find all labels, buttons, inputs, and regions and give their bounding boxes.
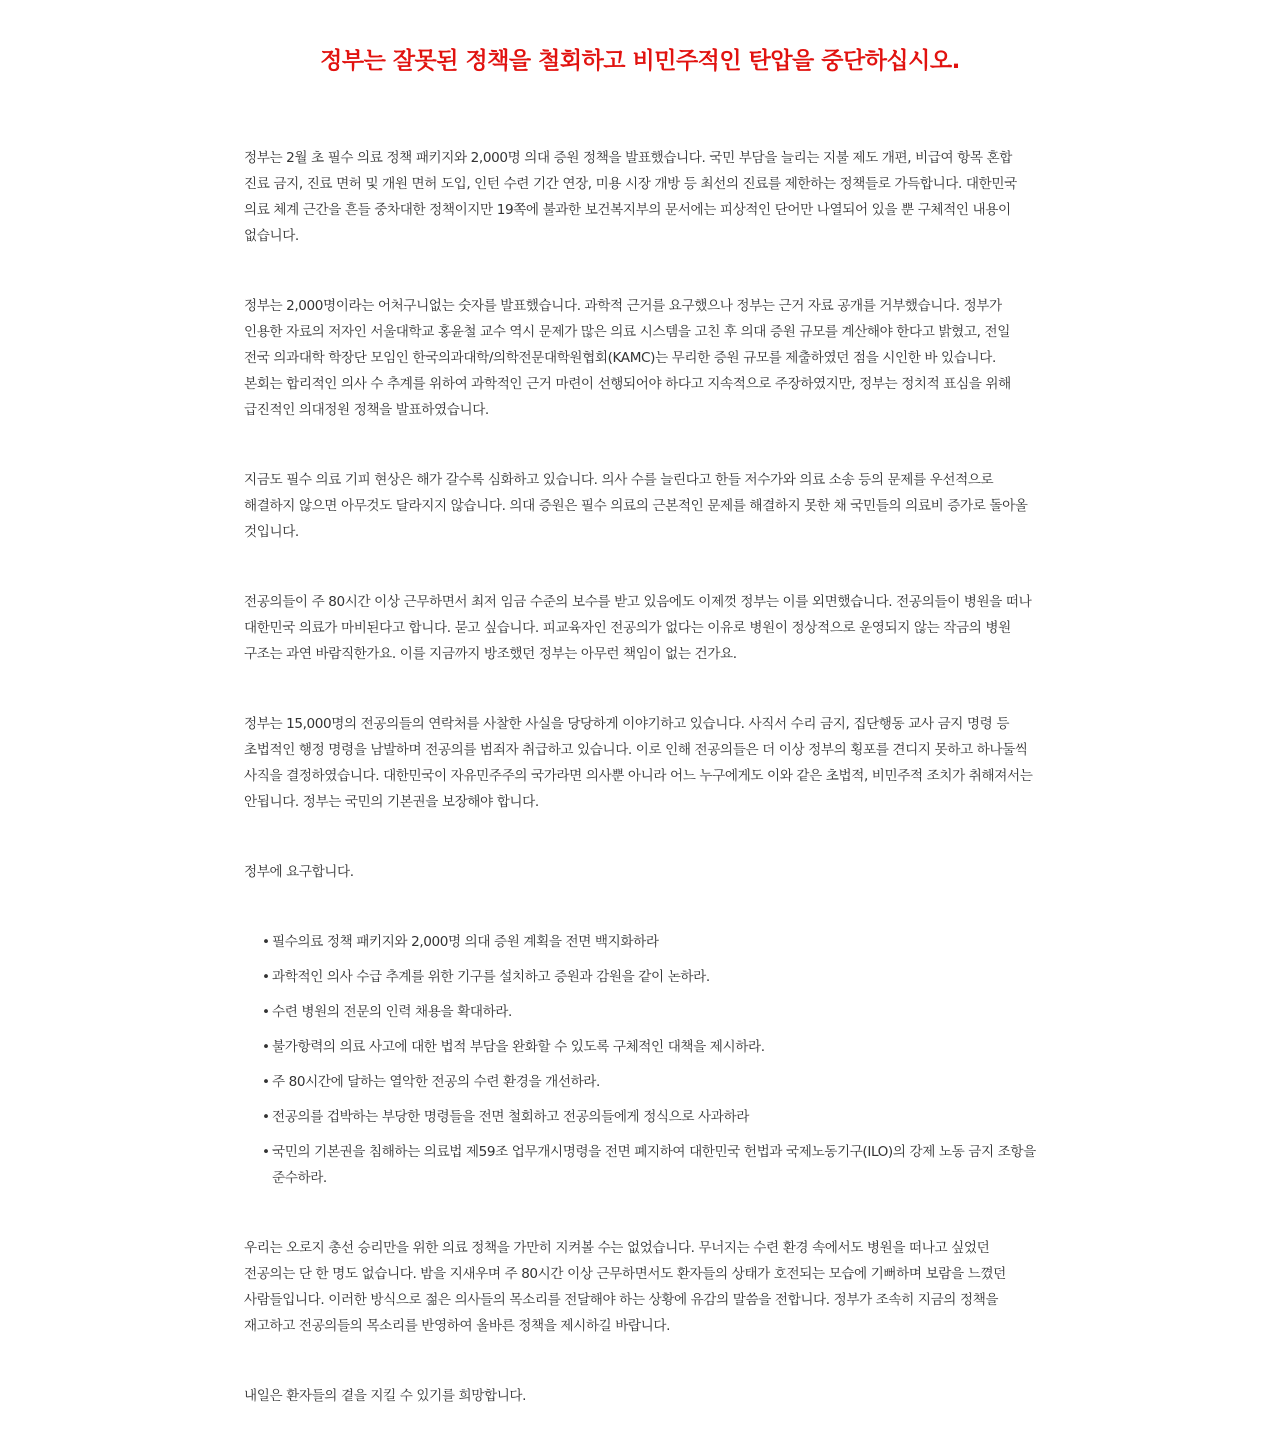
paragraph-administrative-orders: 정부는 15,000명의 전공의들의 연락처를 사찰한 사실을 당당하게 이야기하고 있습니다. 사직서 수리 금지, 집단행동 교사 금지 명령 등 초법적인 행정 명령을 남발하며 전공의를 범죄자 취급하고 있습니다. 이로 인해 전공의들은 더 이상 정부의 횡포를 견디지 못하고 하나둘씩 사직을 결정하였습니다. 대한민국이 자유민주주의 국가라면 의사뿐 아니라 어느 누구에게도 이와 같은 초법적, 비민주적 조치가 취해져서는 안됩니다. 정부는 국민의 기본권을 보장해야 합니다. [244, 716, 1033, 810]
demand-item: • 불가항력의 의료 사고에 대한 법적 부담을 완화할 수 있도록 구체적인 대책을 제시하라. [262, 1034, 1036, 1060]
demand-item: • 과학적인 의사 수급 추계를 위한 기구를 설치하고 증원과 감원을 같이 논하라. [262, 964, 1036, 990]
paragraph-policy-package: 정부는 2월 초 필수 의료 정책 패키지와 2,000명 의대 증원 정책을 발표했습니다. 국민 부담을 늘리는 지불 제도 개편, 비급여 항목 혼합 진료 금지, 진료 면허 및 개원 면허 도입, 인턴 수련 기간 연장, 미용 시장 개방 등 최선의 진료를 제한하는 정책들로 가득합니다. 대한민국 의료 체계 근간을 흔들 중차대한 정책이지만 19쪽에 불과한 보건복지부의 문서에는 피상적인 단어만 나열되어 있을 뿐 구체적인 내용이 없습니다. [244, 150, 1017, 244]
statement-body [244, 145, 1036, 1409]
demand-item: • 국민의 기본권을 침해하는 의료법 제59조 업무개시명령을 전면 폐지하여 대한민국 헌법과 국제노동기구(ILO)의 강제 노동 금지 조항을 준수하라. [262, 1139, 1036, 1191]
paragraph-conclusion: 우리는 오로지 총선 승리만을 위한 의료 정책을 가만히 지켜볼 수는 없었습니다. 무너지는 수련 환경 속에서도 병원을 떠나고 싶었던 전공의는 단 한 명도 없습니다. 밤을 지새우며 주 80시간 이상 근무하면서도 환자들의 상태가 호전되는 모습에 기뻐하며 보람을 느꼈던 사람들입니다. 이러한 방식으로 젊은 의사들의 목소리를 전달해야 하는 상황에 유감의 말씀을 전합니다. 정부가 조속히 지금의 정책을 재고하고 전공의들의 목소리를 반영하여 올바른 정책을 제시하길 바랍니다. [244, 1240, 1006, 1334]
demand-list [244, 929, 1036, 1191]
paragraph-quota-number: 정부는 2,000명이라는 어처구니없는 숫자를 발표했습니다. 과학적 근거를 요구했으나 정부는 근거 자료 공개를 거부했습니다. 정부가 인용한 자료의 저자인 서울대학교 홍윤철 교수 역시 문제가 많은 의료 시스템을 고친 후 의대 증원 규모를 계산해야 한다고 밝혔고, 전일 전국 의과대학 학장단 모임인 한국의과대학/의학전문대학원협회(KAMC)는 무리한 증원 규모를 제출하였던 점을 시인한 바 있습니다. 본회는 합리적인 의사 수 추계를 위하여 과학적인 근거 마련이 선행되어야 하다고 지속적으로 주장하였지만, 정부는 정치적 표심을 위해 급진적인 의대정원 정책을 발표하였습니다. [244, 298, 1011, 418]
paragraph-essential-care: 지금도 필수 의료 기피 현상은 해가 갈수록 심화하고 있습니다. 의사 수를 늘린다고 한들 저수가와 의료 소송 등의 문제를 우선적으로 해결하지 않으면 아무것도 달라지지 않습니다. 의대 증원은 필수 의료의 근본적인 문제를 해결하지 못한 채 국민들의 의료비 증가로 돌아올 것입니다. [244, 472, 1028, 540]
demand-item: • 필수의료 정책 패키지와 2,000명 의대 증원 계획을 전면 백지화하라 [262, 929, 1036, 955]
demand-item: • 수련 병원의 전문의 인력 채용을 확대하라. [262, 999, 1036, 1025]
closing-line: 내일은 환자들의 곁을 지킬 수 있기를 희망합니다. [244, 1388, 527, 1404]
demand-item: • 주 80시간에 달하는 열악한 전공의 수련 환경을 개선하라. [262, 1069, 1036, 1095]
paragraph-residents-hours: 전공의들이 주 80시간 이상 근무하면서 최저 임금 수준의 보수를 받고 있음에도 이제껏 정부는 이를 외면했습니다. 전공의들이 병원을 떠나 대한민국 의료가 마비된다고 합니다. 묻고 싶습니다. 피교육자인 전공의가 없다는 이유로 병원이 정상적으로 운영되지 않는 작금의 병원 구조는 과연 바람직한가요. 이를 지금까지 방조했던 정부는 아무런 책임이 없는 건가요. [244, 594, 1032, 662]
demand-item: • 전공의를 겁박하는 부당한 명령들을 전면 철회하고 전공의들에게 정식으로 사과하라 [262, 1104, 1036, 1130]
demand-intro: 정부에 요구합니다. [244, 864, 354, 880]
page-title: 정부는 잘못된 정책을 철회하고 비민주적인 탄압을 중단하십시오. [320, 48, 960, 74]
